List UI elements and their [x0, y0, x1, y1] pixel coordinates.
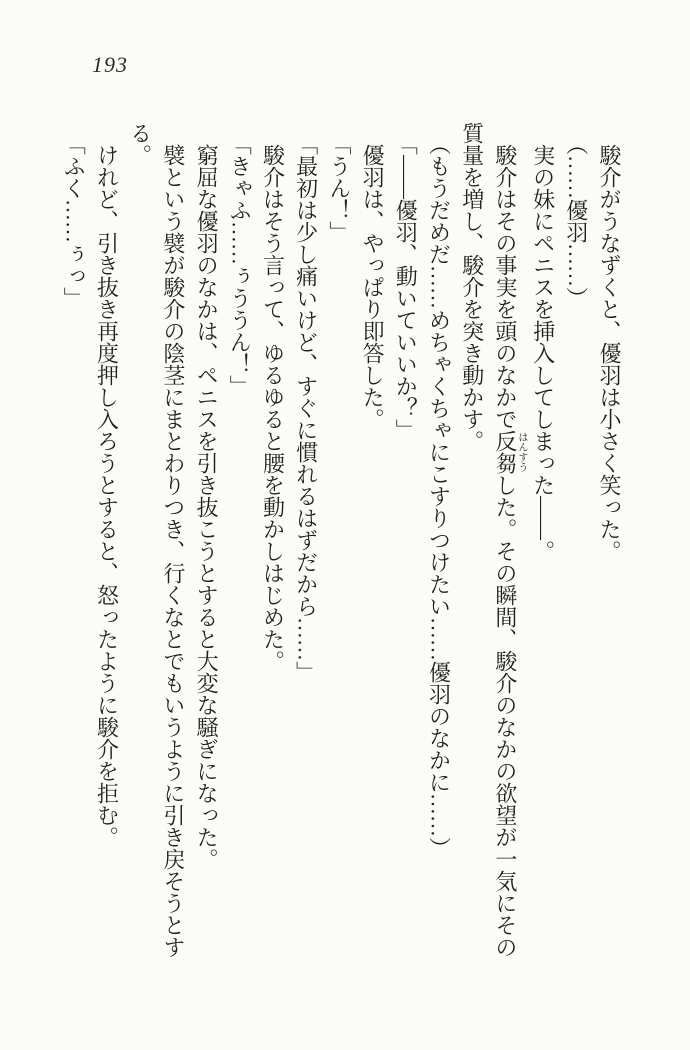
paragraph: 駿介はそう言って、ゆるゆると腰を動かしはじめた。: [260, 144, 286, 672]
paragraph: 窮屈な優羽のなかは、ペニスを引き抜こうとすると大変な騒ぎになった。: [194, 144, 220, 870]
paragraph: 駿介がうなずくと、優羽は小さく笑った。: [597, 144, 622, 562]
text-block: [57, 122, 626, 958]
paragraph: （……優羽……）: [563, 133, 589, 309]
paragraph: 優羽は、やっぱり即答した。: [360, 144, 386, 430]
paragraph: 「ふく……ぅっ」: [61, 133, 87, 309]
paragraph: 「きゃふ……ぅううん！」: [227, 133, 253, 397]
page-number: 193: [92, 52, 128, 77]
paragraph: 「――優羽、動いていいか？」: [393, 133, 419, 441]
paragraph: けれど、引き抜き再度押し入ろうとすると、怒ったように駿介を拒む。: [94, 144, 120, 848]
paragraph: 「最初は少し痛いけど、すぐに慣れるはずだから……」: [293, 133, 319, 683]
ruby-annotation: 反芻はんすう: [492, 430, 527, 474]
paragraph: 襞という襞が駿介の陰茎にまとわりつき、行くなとでもいうように引き戻そうとする。: [127, 122, 186, 958]
paragraph: （もうだめだ……めちゃくちゃにこすりつけたい……優羽のなかに……）: [426, 133, 452, 859]
paragraph: 「うん！」: [326, 133, 352, 243]
paragraph: 駿介はその事実を頭のなかで反芻はんすうした。その瞬間、駿介のなかの欲望が一気にその質量を増し、駿介を突き動かす。: [459, 122, 527, 958]
paragraph: 実の妹にペニスを挿入してしまった――。: [530, 144, 556, 562]
